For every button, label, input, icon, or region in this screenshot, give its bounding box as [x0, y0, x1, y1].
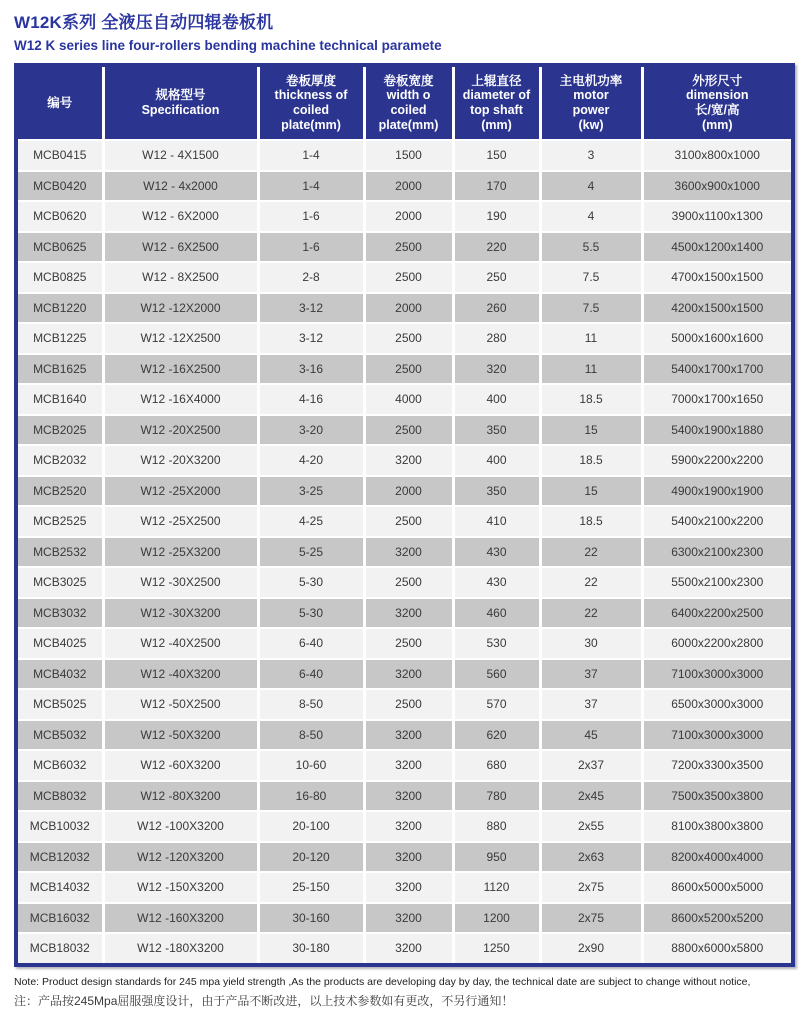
cell-thickness: 5-25 — [258, 537, 364, 568]
cell-code: MCB1640 — [18, 384, 103, 415]
cell-specification: W12 -25X2500 — [103, 506, 258, 537]
table-row — [18, 323, 791, 354]
cell-width: 3200 — [364, 598, 453, 629]
cell-dimension: 7500x3500x3800 — [642, 781, 791, 812]
cell-power: 18.5 — [540, 506, 642, 537]
cell-specification: W12 -40X3200 — [103, 659, 258, 690]
col-header-line: (kw) — [578, 117, 604, 132]
cell-specification: W12 -30X2500 — [103, 567, 258, 598]
cell-code: MCB10032 — [18, 811, 103, 842]
cell-diameter: 350 — [453, 415, 540, 446]
cell-power: 18.5 — [540, 384, 642, 415]
cell-power: 11 — [540, 323, 642, 354]
col-header-line: thickness of — [274, 88, 348, 103]
cell-thickness: 3-12 — [258, 323, 364, 354]
col-header-line: power — [572, 103, 610, 117]
cell-thickness: 1-6 — [258, 201, 364, 232]
col-header-code — [18, 67, 103, 140]
cell-code: MCB12032 — [18, 842, 103, 873]
cell-width: 1500 — [364, 140, 453, 171]
table-row — [18, 598, 791, 629]
col-header-line: 编号 — [47, 95, 73, 110]
cell-specification: W12 -25X2000 — [103, 476, 258, 507]
cell-code: MCB2525 — [18, 506, 103, 537]
cell-dimension: 6300x2100x2300 — [642, 537, 791, 568]
cell-thickness: 20-100 — [258, 811, 364, 842]
cell-code: MCB1225 — [18, 323, 103, 354]
cell-diameter: 780 — [453, 781, 540, 812]
col-header-power — [540, 67, 642, 140]
col-header-line: plate(mm) — [378, 117, 439, 132]
cell-power: 5.5 — [540, 232, 642, 263]
table-row — [18, 750, 791, 781]
cell-dimension: 4900x1900x1900 — [642, 476, 791, 507]
cell-dimension: 8800x6000x5800 — [642, 933, 791, 963]
cell-diameter: 1120 — [453, 872, 540, 903]
cell-thickness: 1-6 — [258, 232, 364, 263]
cell-diameter: 680 — [453, 750, 540, 781]
cell-width: 3200 — [364, 445, 453, 476]
table-row — [18, 720, 791, 751]
cell-thickness: 20-120 — [258, 842, 364, 873]
cell-power: 11 — [540, 354, 642, 385]
cell-power: 4 — [540, 201, 642, 232]
cell-dimension: 5400x1700x1700 — [642, 354, 791, 385]
cell-specification: W12 -12X2000 — [103, 293, 258, 324]
cell-width: 2500 — [364, 415, 453, 446]
cell-width: 2500 — [364, 689, 453, 720]
cell-code: MCB5032 — [18, 720, 103, 751]
cell-specification: W12 -120X3200 — [103, 842, 258, 873]
cell-diameter: 560 — [453, 659, 540, 690]
cell-specification: W12 - 8X2500 — [103, 262, 258, 293]
cell-diameter: 430 — [453, 567, 540, 598]
col-header-line: coiled — [390, 103, 427, 117]
cell-thickness: 8-50 — [258, 689, 364, 720]
cell-specification: W12 -20X2500 — [103, 415, 258, 446]
col-header-line: 主电机功率 — [559, 73, 623, 88]
cell-width: 2500 — [364, 506, 453, 537]
cell-code: MCB6032 — [18, 750, 103, 781]
col-header-specification — [103, 67, 258, 140]
cell-diameter: 190 — [453, 201, 540, 232]
cell-code: MCB18032 — [18, 933, 103, 963]
col-header-line: coiled — [292, 103, 330, 117]
cell-code: MCB14032 — [18, 872, 103, 903]
table-row — [18, 445, 791, 476]
spec-table — [18, 67, 791, 963]
cell-code: MCB2025 — [18, 415, 103, 446]
col-header-line: Specification — [141, 103, 220, 117]
cell-specification: W12 -180X3200 — [103, 933, 258, 963]
cell-dimension: 8600x5200x5200 — [642, 903, 791, 934]
cell-power: 2x90 — [540, 933, 642, 963]
cell-code: MCB5025 — [18, 689, 103, 720]
cell-width: 2000 — [364, 293, 453, 324]
table-row — [18, 628, 791, 659]
cell-width: 2500 — [364, 628, 453, 659]
cell-power: 22 — [540, 537, 642, 568]
cell-power: 3 — [540, 140, 642, 171]
cell-specification: W12 -60X3200 — [103, 750, 258, 781]
cell-width: 3200 — [364, 659, 453, 690]
cell-power: 2x45 — [540, 781, 642, 812]
cell-diameter: 410 — [453, 506, 540, 537]
col-header-line: 规格型号 — [155, 88, 206, 103]
cell-dimension: 3900x1100x1300 — [642, 201, 791, 232]
cell-diameter: 880 — [453, 811, 540, 842]
cell-dimension: 6400x2200x2500 — [642, 598, 791, 629]
cell-specification: W12 -160X3200 — [103, 903, 258, 934]
table-row — [18, 811, 791, 842]
table-row — [18, 232, 791, 263]
cell-power: 37 — [540, 689, 642, 720]
cell-dimension: 3100x800x1000 — [642, 140, 791, 171]
cell-power: 2x63 — [540, 842, 642, 873]
table-header-row — [18, 67, 791, 140]
cell-power: 30 — [540, 628, 642, 659]
cell-dimension: 8100x3800x3800 — [642, 811, 791, 842]
cell-diameter: 400 — [453, 445, 540, 476]
cell-diameter: 170 — [453, 171, 540, 202]
cell-code: MCB2532 — [18, 537, 103, 568]
col-header-line: motor — [573, 88, 609, 103]
col-header-line: (mm) — [701, 117, 733, 132]
cell-power: 15 — [540, 476, 642, 507]
cell-width: 3200 — [364, 872, 453, 903]
table-row — [18, 384, 791, 415]
cell-thickness: 8-50 — [258, 720, 364, 751]
cell-power: 2x75 — [540, 903, 642, 934]
cell-diameter: 460 — [453, 598, 540, 629]
table-row — [18, 354, 791, 385]
cell-dimension: 7100x3000x3000 — [642, 720, 791, 751]
cell-code: MCB16032 — [18, 903, 103, 934]
cell-width: 3200 — [364, 537, 453, 568]
cell-dimension: 7200x3300x3500 — [642, 750, 791, 781]
table-row — [18, 293, 791, 324]
table-row — [18, 842, 791, 873]
cell-power: 37 — [540, 659, 642, 690]
cell-specification: W12 -100X3200 — [103, 811, 258, 842]
cell-code: MCB1625 — [18, 354, 103, 385]
cell-diameter: 1250 — [453, 933, 540, 963]
cell-width: 2500 — [364, 354, 453, 385]
table-row — [18, 933, 791, 963]
col-header-line: 上辊直径 — [471, 73, 522, 88]
cell-code: MCB4032 — [18, 659, 103, 690]
cell-thickness: 25-150 — [258, 872, 364, 903]
cell-thickness: 4-25 — [258, 506, 364, 537]
cell-width: 2500 — [364, 232, 453, 263]
cell-power: 15 — [540, 415, 642, 446]
cell-thickness: 3-12 — [258, 293, 364, 324]
cell-specification: W12 -25X3200 — [103, 537, 258, 568]
cell-specification: W12 - 6X2000 — [103, 201, 258, 232]
table-row — [18, 506, 791, 537]
cell-diameter: 430 — [453, 537, 540, 568]
cell-code: MCB1220 — [18, 293, 103, 324]
table-row — [18, 872, 791, 903]
cell-dimension: 5400x2100x2200 — [642, 506, 791, 537]
cell-dimension: 8600x5000x5000 — [642, 872, 791, 903]
col-header-line: 长/宽/高 — [695, 103, 740, 117]
cell-code: MCB8032 — [18, 781, 103, 812]
cell-dimension: 7100x3000x3000 — [642, 659, 791, 690]
cell-dimension: 5500x2100x2300 — [642, 567, 791, 598]
page-title-zh: W12K系列 全液压自动四辊卷板机 — [14, 13, 274, 32]
table-row — [18, 689, 791, 720]
cell-width: 4000 — [364, 384, 453, 415]
cell-thickness: 1-4 — [258, 171, 364, 202]
cell-width: 3200 — [364, 811, 453, 842]
cell-specification: W12 -12X2500 — [103, 323, 258, 354]
cell-specification: W12 - 6X2500 — [103, 232, 258, 263]
cell-power: 2x75 — [540, 872, 642, 903]
cell-width: 3200 — [364, 750, 453, 781]
cell-power: 22 — [540, 598, 642, 629]
cell-diameter: 1200 — [453, 903, 540, 934]
cell-specification: W12 -16X4000 — [103, 384, 258, 415]
cell-width: 3200 — [364, 933, 453, 963]
cell-code: MCB0825 — [18, 262, 103, 293]
cell-power: 2x55 — [540, 811, 642, 842]
cell-width: 2000 — [364, 201, 453, 232]
cell-width: 2000 — [364, 476, 453, 507]
cell-diameter: 280 — [453, 323, 540, 354]
col-header-width — [364, 67, 453, 140]
cell-specification: W12 - 4x2000 — [103, 171, 258, 202]
cell-diameter: 320 — [453, 354, 540, 385]
cell-specification: W12 -50X3200 — [103, 720, 258, 751]
spec-table-border — [14, 63, 795, 967]
cell-diameter: 570 — [453, 689, 540, 720]
cell-specification: W12 -80X3200 — [103, 781, 258, 812]
cell-dimension: 3600x900x1000 — [642, 171, 791, 202]
cell-diameter: 530 — [453, 628, 540, 659]
cell-width: 3200 — [364, 903, 453, 934]
col-header-line: 卷板厚度 — [285, 73, 336, 88]
cell-thickness: 6-40 — [258, 628, 364, 659]
cell-thickness: 3-25 — [258, 476, 364, 507]
cell-thickness: 4-20 — [258, 445, 364, 476]
cell-thickness: 30-180 — [258, 933, 364, 963]
cell-power: 45 — [540, 720, 642, 751]
table-row — [18, 476, 791, 507]
cell-width: 2000 — [364, 171, 453, 202]
table-row — [18, 140, 791, 171]
cell-thickness: 30-160 — [258, 903, 364, 934]
col-header-line: top shaft — [470, 103, 523, 117]
table-row — [18, 781, 791, 812]
cell-width: 3200 — [364, 781, 453, 812]
col-header-dimension — [642, 67, 791, 140]
cell-power: 4 — [540, 171, 642, 202]
cell-diameter: 950 — [453, 842, 540, 873]
cell-specification: W12 -150X3200 — [103, 872, 258, 903]
cell-diameter: 220 — [453, 232, 540, 263]
cell-dimension: 6000x2200x2800 — [642, 628, 791, 659]
cell-width: 2500 — [364, 262, 453, 293]
page-title-en: W12 K series line four-rollers bending machine technical paramete — [14, 38, 442, 53]
cell-thickness: 5-30 — [258, 598, 364, 629]
cell-dimension: 4200x1500x1500 — [642, 293, 791, 324]
cell-width: 2500 — [364, 567, 453, 598]
table-row — [18, 171, 791, 202]
cell-diameter: 350 — [453, 476, 540, 507]
note-english: Note: Product design standards for 245 mpa yield strength ,As the products are developing day by day, the technical date are subject to change without notice, — [14, 975, 751, 988]
cell-specification: W12 -30X3200 — [103, 598, 258, 629]
cell-diameter: 250 — [453, 262, 540, 293]
col-header-line: 卷板宽度 — [383, 73, 434, 88]
table-row — [18, 201, 791, 232]
cell-code: MCB2032 — [18, 445, 103, 476]
cell-power: 7.5 — [540, 293, 642, 324]
cell-dimension: 5900x2200x2200 — [642, 445, 791, 476]
cell-code: MCB0620 — [18, 201, 103, 232]
cell-width: 2500 — [364, 323, 453, 354]
cell-thickness: 5-30 — [258, 567, 364, 598]
cell-code: MCB2520 — [18, 476, 103, 507]
col-header-line: 外形尺寸 — [692, 73, 743, 88]
cell-dimension: 5400x1900x1880 — [642, 415, 791, 446]
cell-thickness: 3-16 — [258, 354, 364, 385]
cell-thickness: 1-4 — [258, 140, 364, 171]
footer-notes — [14, 976, 795, 1009]
col-header-line: (mm) — [481, 117, 512, 132]
cell-thickness: 6-40 — [258, 659, 364, 690]
table-body — [18, 140, 791, 963]
cell-thickness: 4-16 — [258, 384, 364, 415]
cell-code: MCB3025 — [18, 567, 103, 598]
cell-dimension: 4700x1500x1500 — [642, 262, 791, 293]
cell-width: 3200 — [364, 720, 453, 751]
table-row — [18, 903, 791, 934]
cell-code: MCB0625 — [18, 232, 103, 263]
col-header-thickness — [258, 67, 364, 140]
cell-power: 7.5 — [540, 262, 642, 293]
cell-dimension: 4500x1200x1400 — [642, 232, 791, 263]
cell-code: MCB4025 — [18, 628, 103, 659]
cell-diameter: 150 — [453, 140, 540, 171]
cell-specification: W12 -40X2500 — [103, 628, 258, 659]
cell-specification: W12 -50X2500 — [103, 689, 258, 720]
cell-diameter: 620 — [453, 720, 540, 751]
col-header-line: plate(mm) — [281, 117, 341, 132]
cell-thickness: 16-80 — [258, 781, 364, 812]
table-row — [18, 659, 791, 690]
cell-code: MCB0420 — [18, 171, 103, 202]
cell-dimension: 6500x3000x3000 — [642, 689, 791, 720]
cell-dimension: 5000x1600x1600 — [642, 323, 791, 354]
cell-diameter: 400 — [453, 384, 540, 415]
table-row — [18, 415, 791, 446]
col-header-line: diameter of — [462, 88, 531, 103]
col-header-diameter — [453, 67, 540, 140]
cell-thickness: 10-60 — [258, 750, 364, 781]
cell-dimension: 7000x1700x1650 — [642, 384, 791, 415]
cell-specification: W12 -16X2500 — [103, 354, 258, 385]
col-header-line: dimension — [685, 88, 749, 103]
cell-power: 18.5 — [540, 445, 642, 476]
cell-code: MCB0415 — [18, 140, 103, 171]
cell-power: 22 — [540, 567, 642, 598]
cell-dimension: 8200x4000x4000 — [642, 842, 791, 873]
table-row — [18, 537, 791, 568]
note-chinese: 注：产品按245Mpa屈服强度设计，由于产品不断改进，以上技术参数如有更改，不另行通知！ — [14, 993, 514, 1008]
table-row — [18, 262, 791, 293]
cell-width: 3200 — [364, 842, 453, 873]
cell-specification: W12 -20X3200 — [103, 445, 258, 476]
cell-specification: W12 - 4X1500 — [103, 140, 258, 171]
cell-power: 2x37 — [540, 750, 642, 781]
cell-code: MCB3032 — [18, 598, 103, 629]
table-row — [18, 567, 791, 598]
cell-diameter: 260 — [453, 293, 540, 324]
cell-thickness: 2-8 — [258, 262, 364, 293]
cell-thickness: 3-20 — [258, 415, 364, 446]
col-header-line: width o — [386, 88, 431, 103]
